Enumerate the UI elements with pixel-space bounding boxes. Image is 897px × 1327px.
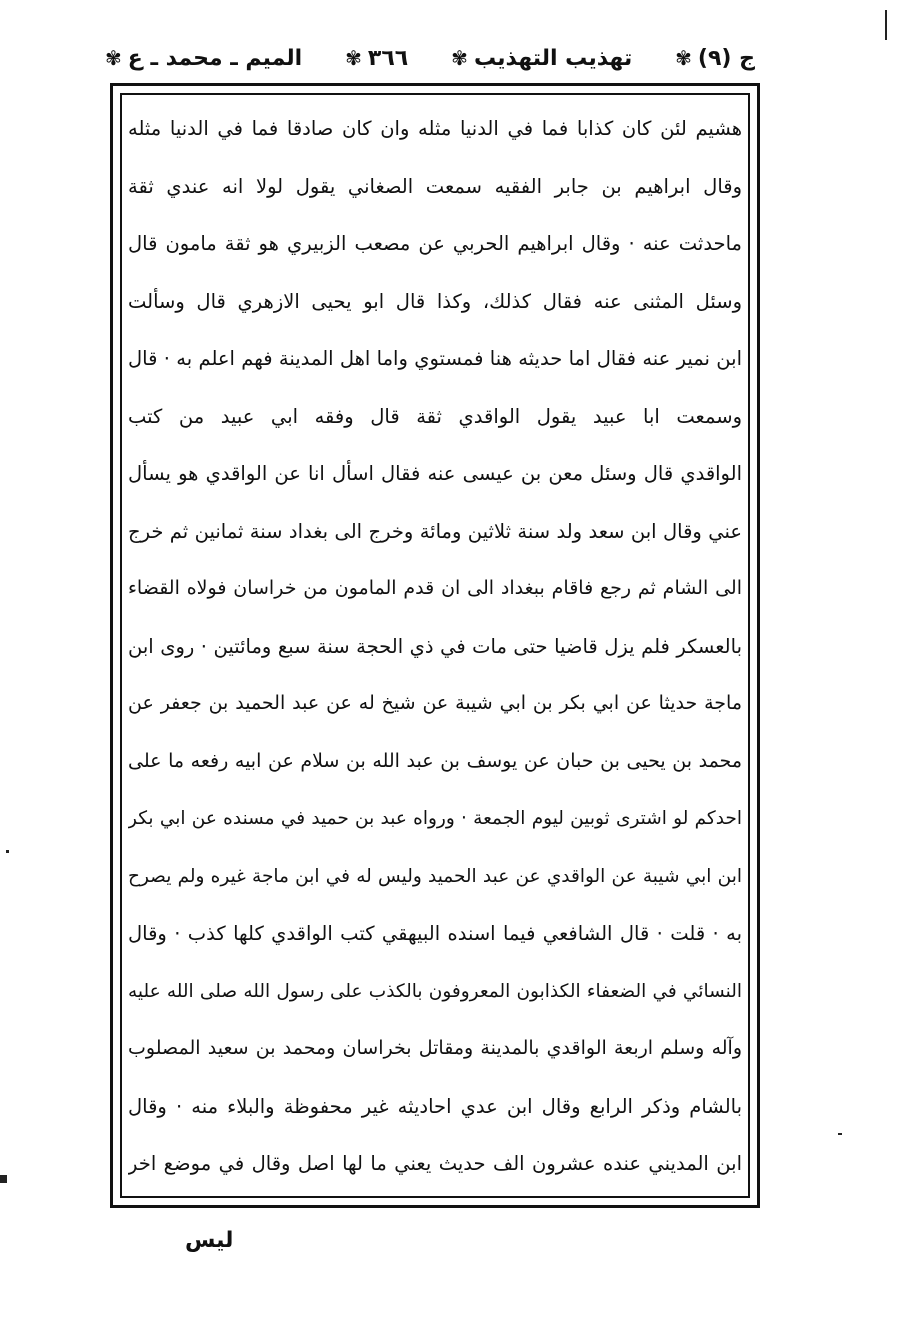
scan-mark [885, 10, 887, 40]
book-title: تهذيب التهذيب [473, 45, 633, 71]
part-label: ج (٩) [697, 45, 755, 71]
scan-mark [0, 1175, 7, 1183]
ornament-icon: ✾ [105, 46, 122, 70]
ornament-icon: ✾ [345, 46, 362, 70]
body-text [128, 100, 742, 1195]
text-line: احدكم لو اشترى ثوبين ليوم الجمعة · ورواه عبد بن حميد في مسنده عن ابي بكر [128, 808, 742, 829]
page-number: ٣٦٦ [367, 45, 409, 71]
text-line: الواقدي قال وسئل معن بن عيسى عنه فقال اسأل انا عن الواقدي هو يسأل [128, 462, 742, 485]
text-line: ماحدثت عنه · وقال ابراهيم الحربي عن مصعب الزبيري هو ثقة مامون قال [128, 232, 742, 255]
text-line: بالشام وذكر الرابع وقال ابن عدي احاديثه غير محفوظة والبلاء منه · وقال [128, 1094, 742, 1118]
text-line: ماجة حديثا عن ابي بكر بن ابي شيبة عن شيخ له عن عبد الحميد بن جعفر عن [128, 692, 742, 714]
header-book [451, 46, 632, 71]
text-line: وسمعت ابا عبيد يقول الواقدي ثقة قال وفقه ابي عبيد من كتب [128, 404, 742, 428]
page-header [105, 38, 755, 78]
scan-mark [838, 1133, 842, 1135]
text-line: عني وقال ابن سعد ولد سنة ثلاثين ومائة وخرج الى بغداد سنة ثمانين ثم خرج [128, 519, 742, 543]
text-line: ابن نمير عنه فقال اما حديثه هنا فمستوي واما اهل المدينة فهم اعلم به · قال [128, 347, 742, 370]
text-line: وقال ابراهيم بن جابر الفقيه سمعت الصغاني يقول لولا انه عندي ثقة [128, 174, 742, 198]
text-line: بالعسكر فلم يزل قاضيا حتى مات في ذي الحجة سنة سبع ومائتين · روى ابن [128, 634, 742, 658]
text-line: النسائي في الضعفاء الكذابون المعروفون بالكذب على رسول الله صلى الله عليه [128, 980, 742, 1002]
text-line: به · قلت · قال الشافعي فيما اسنده البيهقي كتب الواقدي كلها كذب · وقال [128, 922, 742, 945]
header-page [345, 46, 408, 71]
text-line: هشيم لئن كان كذابا فما في الدنيا مثله وان كان صادقا فما في الدنيا مثله [128, 117, 742, 140]
text-line: ابن المديني عنده عشرون الف حديث يعني ما لها اصل وقال في موضع اخر [128, 1152, 742, 1175]
scan-mark [6, 850, 9, 853]
text-line: ابن ابي شيبة عن الواقدي عن عبد الحميد وليس له في ابن ماجة غيره ولم يصرح [128, 865, 742, 887]
header-section [105, 46, 302, 71]
ornament-icon: ✾ [675, 46, 692, 70]
text-line: وسئل المثنى عنه فقال كذلك، وكذا قال ابو يحيى الازهري قال وسألت [128, 289, 742, 313]
section-title: الميم ـ محمد ـ ع [127, 45, 303, 71]
header-part [675, 46, 755, 71]
ornament-icon: ✾ [451, 46, 468, 70]
text-line: محمد بن يحيى بن حبان عن يوسف بن عبد الله بن سلام عن ابيه رفعه ما على [128, 749, 742, 772]
text-line: وآله وسلم اربعة الواقدي بالمدينة ومقاتل بخراسان ومحمد بن سعيد المصلوب [128, 1037, 742, 1059]
text-line: الى الشام ثم رجع فاقام ببغداد الى ان قدم المامون من خراسان فولاه القضاء [128, 577, 742, 599]
catchword: ليس [185, 1228, 234, 1253]
